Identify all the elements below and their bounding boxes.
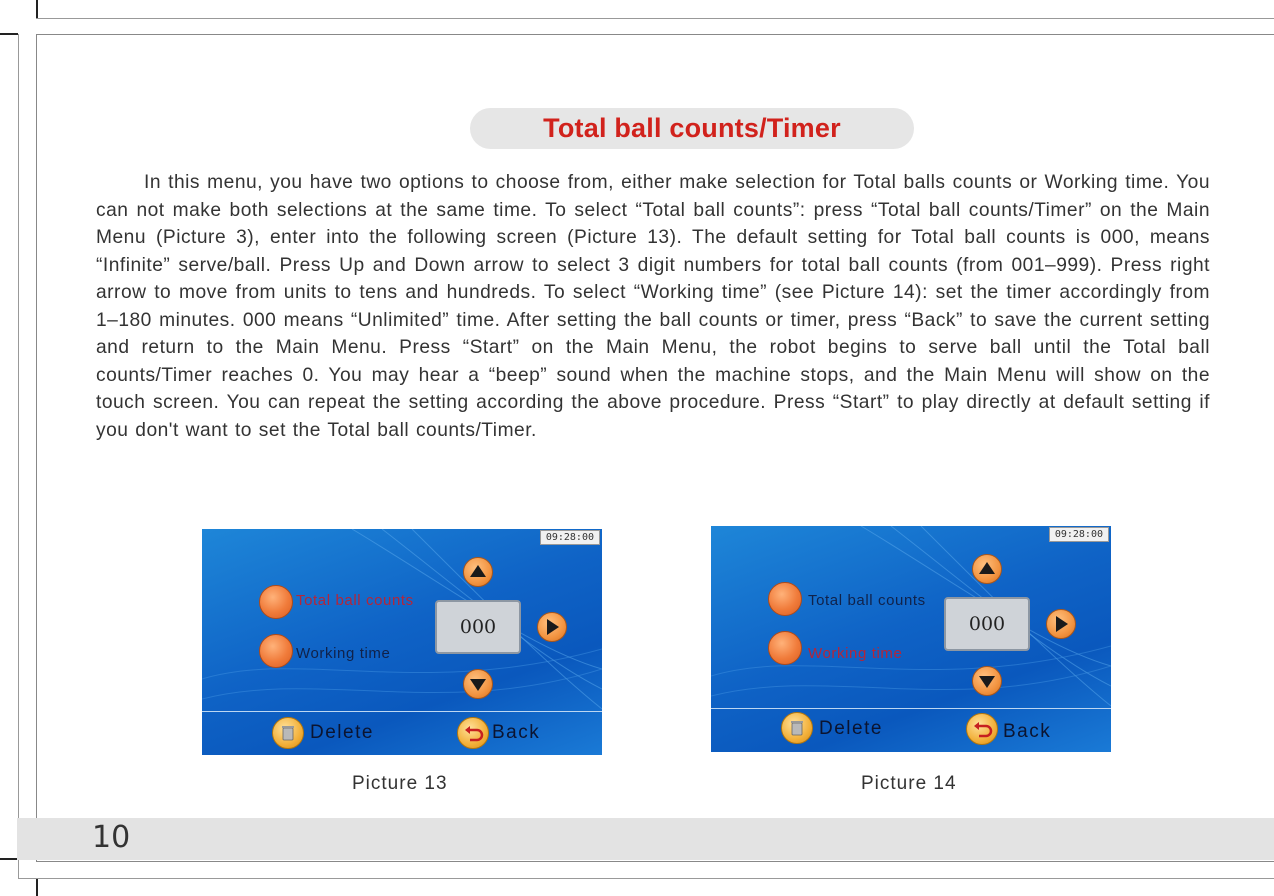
- total-ball-counts-radio[interactable]: [259, 585, 293, 619]
- trim-line: [18, 878, 1274, 879]
- trim-line: [36, 18, 1274, 19]
- device-screen-picture-13: [202, 529, 602, 755]
- down-arrow-button[interactable]: [463, 669, 493, 699]
- caption-picture-14: Picture 14: [861, 773, 957, 794]
- crop-mark: [0, 858, 18, 860]
- delete-button[interactable]: [781, 712, 813, 744]
- right-arrow-icon: [538, 613, 566, 641]
- footer-band: [17, 818, 1274, 860]
- total-ball-counts-radio[interactable]: [768, 582, 802, 616]
- clock-display: 09:28:00: [1049, 527, 1109, 542]
- crop-mark: [36, 0, 38, 18]
- bottom-toolbar: [202, 711, 602, 755]
- back-label[interactable]: Back: [492, 722, 541, 743]
- trash-icon: [782, 713, 812, 743]
- working-time-label: Working time: [296, 645, 391, 662]
- down-arrow-icon: [464, 670, 492, 698]
- down-arrow-button[interactable]: [972, 666, 1002, 696]
- down-arrow-icon: [973, 667, 1001, 695]
- section-title-pill: [470, 108, 914, 149]
- right-arrow-button[interactable]: [537, 612, 567, 642]
- section-title: Total ball counts/Timer: [543, 113, 841, 143]
- body-paragraph: [96, 169, 1210, 444]
- delete-label[interactable]: Delete: [819, 718, 883, 739]
- working-time-radio[interactable]: [768, 631, 802, 665]
- clock-display: 09:28:00: [540, 530, 600, 545]
- up-arrow-button[interactable]: [463, 557, 493, 587]
- trim-line: [18, 34, 19, 878]
- page-number: 10: [92, 820, 131, 855]
- delete-button[interactable]: [272, 717, 304, 749]
- value-display: 000: [944, 597, 1030, 651]
- back-arrow-icon: [967, 714, 997, 744]
- body-text: In this menu, you have two options to choose from, either make selection for Total balls counts or Working time. You can not make both selections at the same time. To select “Total ball counts”: press “Total ball counts/Timer” on the Main Menu (Picture 3), enter into the following screen (Picture 13). The default setting for Total ball counts is 000, means “Infinite” serve/ball. Press Up and Down arrow to select 3 digit numbers for total ball counts (from 001–999). Press right arrow to move from units to tens and hundreds. To select “Working time” (see Picture 14): set the timer accordingly from 1–180 minutes. 000 means “Unlimited” time. After setting the ball counts or timer, press “Back” to save the current setting and return to the Main Menu. Press “Start” on the Main Menu, the robot begins to serve ball until the Total ball counts/Timer reaches 0. You may hear a “beep” sound when the machine stops, and the Main Menu will show on the touch screen. You can repeat the setting according the above procedure. Press “Start” to play directly at default setting if you don't want to set the Total ball counts/Timer.: [96, 172, 1210, 441]
- total-ball-counts-label: Total ball counts: [296, 592, 414, 609]
- delete-label[interactable]: Delete: [310, 722, 374, 743]
- working-time-label: Working time: [808, 645, 903, 662]
- right-arrow-button[interactable]: [1046, 609, 1076, 639]
- back-button[interactable]: [457, 717, 489, 749]
- crop-mark: [36, 878, 38, 896]
- working-time-radio[interactable]: [259, 634, 293, 668]
- device-screen-picture-14: [711, 526, 1111, 752]
- back-button[interactable]: [966, 713, 998, 745]
- right-arrow-icon: [1047, 610, 1075, 638]
- caption-picture-13: Picture 13: [352, 773, 448, 794]
- back-arrow-icon: [458, 718, 488, 748]
- value-display: 000: [435, 600, 521, 654]
- up-arrow-icon: [464, 558, 492, 586]
- trash-icon: [273, 718, 303, 748]
- back-label[interactable]: Back: [1003, 721, 1052, 742]
- up-arrow-button[interactable]: [972, 554, 1002, 584]
- total-ball-counts-label: Total ball counts: [808, 592, 926, 609]
- bottom-toolbar: [711, 708, 1111, 752]
- up-arrow-icon: [973, 555, 1001, 583]
- crop-mark: [0, 33, 18, 35]
